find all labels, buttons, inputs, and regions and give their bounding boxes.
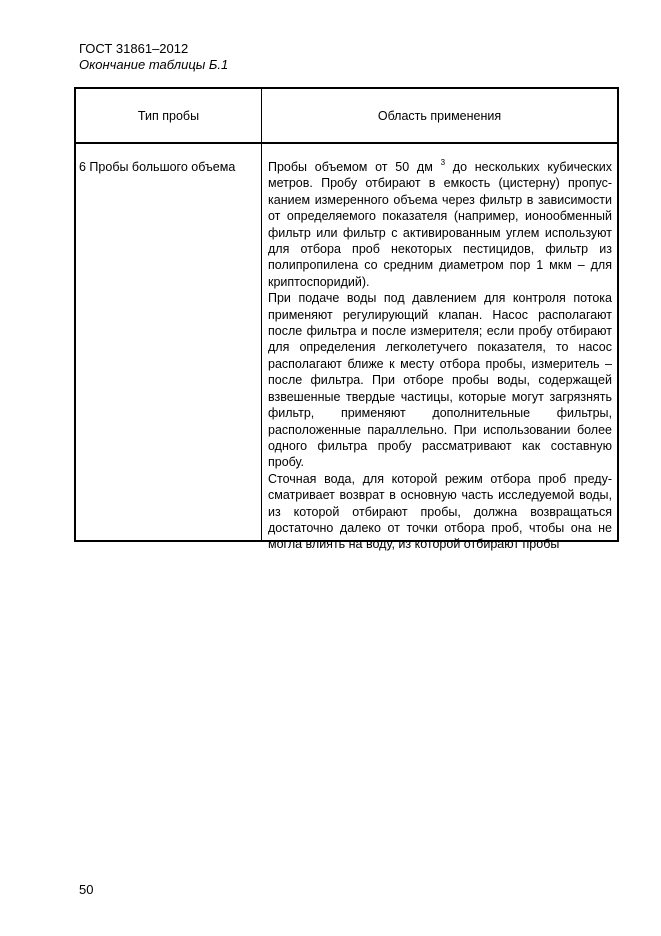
cell-application [268, 159, 612, 553]
application-paragraph-3: Сточная вода, для которой режим отбора проб предусматривает возврат в основную часть исследуемой воды, из которой отбирают пробы, должна возвращаться достаточно далеко от точки отбора проб, чтобы она не могла влиять на воду, из которой отбирают пробы [268, 471, 612, 552]
column-header-sample-type: Тип пробы [137, 108, 200, 123]
column-divider [261, 89, 262, 540]
column-header-application: Область применения [377, 108, 502, 123]
cell-sample-type: 6 Пробы большого объема [79, 160, 236, 174]
application-paragraph-2: При подаче воды под давлением для контроля потока применяют регулирующий клапан. Насос располагают после фильтра и после измерителя; если пробу отбирают для определения легколетучего показателя, то насос располагают ближе к месту отбора пробы, измеритель – после фильтра. При отборе пробы воды, содержащей взвешенные твердые частицы, которые могут загрязнять фильтр, применяют дополнительные фильтры, расположенные параллельно. При использовании более одного фильтра пробу рассматривают как составную пробу. [268, 291, 612, 470]
unit-superscript: 3 [440, 158, 446, 167]
page-number: 50 [79, 882, 94, 897]
header-divider [76, 142, 617, 144]
sample-types-table [74, 87, 619, 552]
table-continuation-title: Окончание таблицы Б.1 [79, 57, 229, 72]
application-paragraph-1 [268, 159, 612, 290]
standard-number: ГОСТ 31861–2012 [79, 41, 189, 56]
paragraph-1-rest: до нескольких кубических метров. Пробу отбирают в емкость (цистерну) пропусканием измеренного объема через фильтр в зависимости от определяемого показателя (например, ионообменный фильтр или фильтр с активированным углем используют для отбора проб некоторых пестицидов, фильтр из полипропилена со средним диаметром пор 1 мкм – для криптоспоридий). [268, 160, 612, 289]
paragraph-1-start: Пробы объемом от 50 дм [268, 160, 433, 174]
